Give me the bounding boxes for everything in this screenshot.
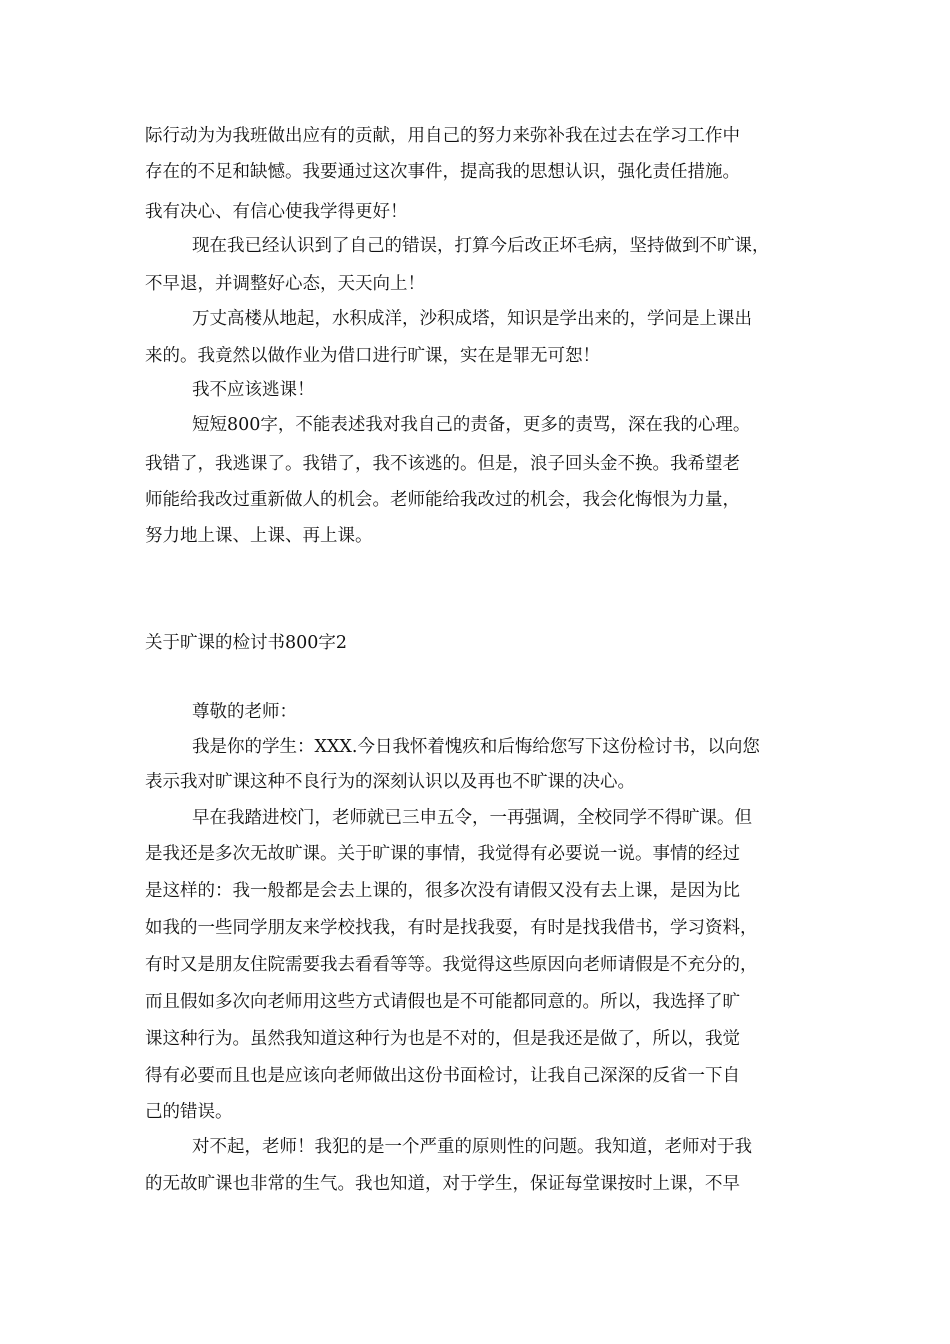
paragraph-line: 有时又是朋友住院需要我去看看等等。我觉得这些原因向老师请假是不充分的， (145, 955, 758, 975)
paragraph-line: 努力地上课、上课、再上课。 (145, 526, 373, 546)
section-heading: 关于旷课的检讨书800字2 (145, 633, 348, 653)
paragraph-line: 短短800字，不能表述我对我自己的责备，更多的责骂，深在我的心理。 (192, 415, 751, 435)
paragraph-line: 早在我踏进校门，老师就已三申五令，一再强调，全校同学不得旷课。但 (192, 808, 752, 828)
paragraph-line: 际行动为为我班做出应有的贡献，用自己的努力来弥补我在过去在学习工作中 (145, 126, 740, 146)
paragraph-line: 我是你的学生：XXX.今日我怀着愧疚和后悔给您写下这份检讨书，以向您 (192, 737, 760, 757)
paragraph-line: 我错了，我逃课了。我错了，我不该逃的。但是，浪子回头金不换。我希望老 (145, 454, 740, 474)
paragraph-line: 现在我已经认识到了自己的错误，打算今后改正坏毛病，坚持做到不旷课， (192, 236, 770, 256)
paragraph-line: 是这样的：我一般都是会去上课的，很多次没有请假又没有去上课，是因为比 (145, 881, 740, 901)
paragraph-line: 对不起，老师！我犯的是一个严重的原则性的问题。我知道，老师对于我 (192, 1137, 752, 1157)
salutation: 尊敬的老师： (192, 702, 297, 722)
paragraph-line: 不早退，并调整好心态，天天向上！ (145, 274, 425, 294)
paragraph-line: 来的。我竟然以做作业为借口进行旷课，实在是罪无可恕！ (145, 346, 600, 366)
paragraph-line: 己的错误。 (145, 1102, 233, 1122)
paragraph-line: 的无故旷课也非常的生气。我也知道，对于学生，保证每堂课按时上课，不早 (145, 1174, 740, 1194)
paragraph-line: 表示我对旷课这种不良行为的深刻认识以及再也不旷课的决心。 (145, 772, 635, 792)
paragraph-line: 课这种行为。虽然我知道这种行为也是不对的，但是我还是做了，所以，我觉 (145, 1029, 740, 1049)
paragraph-line: 师能给我改过重新做人的机会。老师能给我改过的机会，我会化悔恨为力量， (145, 490, 740, 510)
paragraph-line: 万丈高楼从地起，水积成洋，沙积成塔，知识是学出来的，学问是上课出 (192, 309, 752, 329)
paragraph-line: 如我的一些同学朋友来学校找我，有时是找我耍，有时是找我借书，学习资料， (145, 918, 758, 938)
paragraph-line: 是我还是多次无故旷课。关于旷课的事情，我觉得有必要说一说。事情的经过 (145, 844, 740, 864)
paragraph-line: 我有决心、有信心使我学得更好！ (145, 202, 408, 222)
paragraph-line: 而且假如多次向老师用这些方式请假也是不可能都同意的。所以，我选择了旷 (145, 992, 740, 1012)
paragraph-line: 我不应该逃课！ (192, 380, 315, 400)
paragraph-line: 得有必要而且也是应该向老师做出这份书面检讨，让我自己深深的反省一下自 (145, 1066, 740, 1086)
paragraph-line: 存在的不足和缺憾。我要通过这次事件，提高我的思想认识，强化责任措施。 (145, 162, 740, 182)
